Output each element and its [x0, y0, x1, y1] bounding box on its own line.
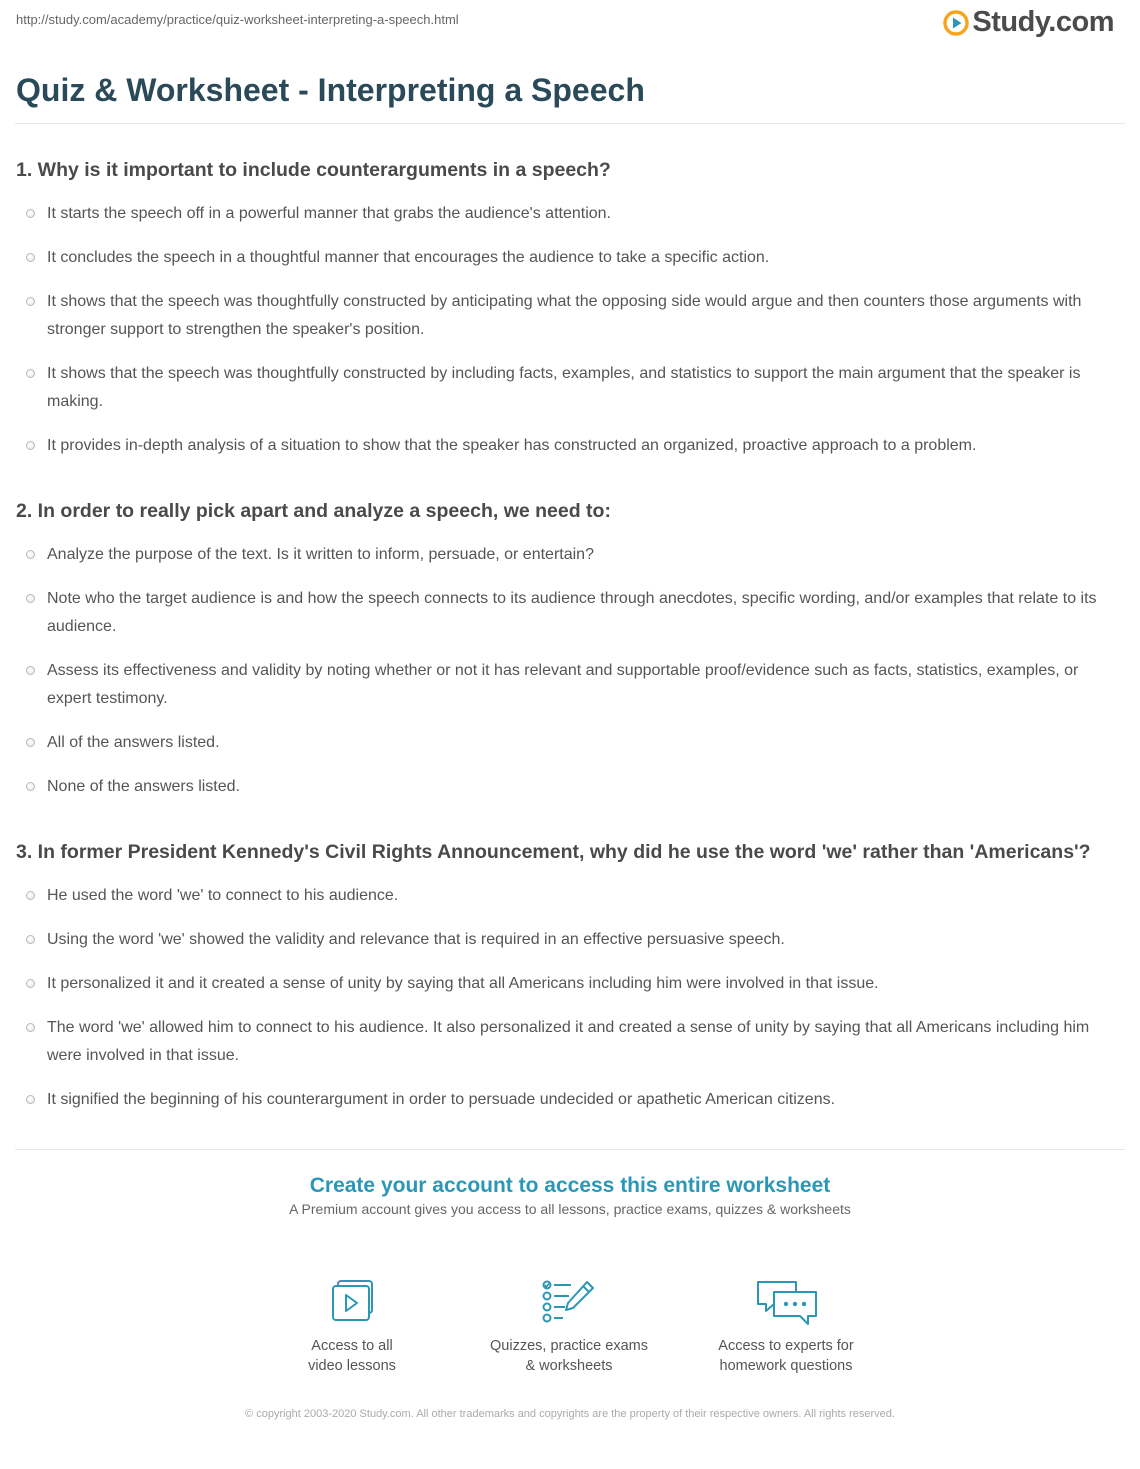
answer-text: None of the answers listed.: [47, 778, 240, 795]
feature-label-line: video lessons: [308, 1358, 396, 1374]
question-2: [16, 497, 1125, 801]
promo-section: [0, 1172, 1140, 1218]
promo-divider: [15, 1149, 1125, 1150]
radio-button-icon[interactable]: [26, 369, 35, 378]
answer-option[interactable]: [16, 432, 1125, 460]
question-3: [16, 838, 1125, 1114]
play-logo-icon: [943, 10, 969, 36]
feature-list: [0, 1278, 1140, 1378]
answer-text: Using the word 'we' showed the validity and relevance that is required in an effective persuasive speech.: [47, 931, 785, 948]
feature-quizzes: [469, 1278, 669, 1376]
answer-option[interactable]: [16, 657, 1125, 713]
feature-experts: [686, 1278, 886, 1376]
page-title: Quiz & Worksheet - Interpreting a Speech: [16, 72, 645, 108]
radio-button-icon[interactable]: [26, 891, 35, 900]
answer-option[interactable]: [16, 1086, 1125, 1114]
answer-option[interactable]: [16, 200, 1125, 228]
answer-text: It provides in-depth analysis of a situation to show that the speaker has constructed an organized, proactive approach to a problem.: [47, 437, 977, 454]
answer-option[interactable]: [16, 773, 1125, 801]
answer-option[interactable]: [16, 585, 1125, 641]
answer-text: Analyze the purpose of the text. Is it written to inform, persuade, or entertain?: [47, 546, 594, 563]
feature-video-lessons: [252, 1278, 452, 1376]
title-divider: [15, 123, 1125, 124]
answer-option[interactable]: [16, 970, 1125, 998]
answer-option[interactable]: [16, 541, 1125, 569]
radio-button-icon[interactable]: [26, 297, 35, 306]
create-account-link[interactable]: Create your account to access this entire worksheet: [309, 1174, 831, 1197]
question-text: 3. In former President Kennedy's Civil Rights Announcement, why did he use the word 'we' rather than 'Americans'?: [16, 841, 1091, 863]
answer-text: It shows that the speech was thoughtfully constructed by anticipating what the opposing side would argue and then counters those arguments with stronger support to strengthen the speaker's position.: [47, 293, 1082, 338]
feature-label: [252, 1336, 452, 1376]
radio-button-icon[interactable]: [26, 782, 35, 791]
chat-bubbles-icon: [754, 1278, 818, 1328]
video-lessons-icon: [320, 1278, 384, 1328]
answer-options: [16, 200, 1125, 460]
copyright-footer: © copyright 2003-2020 Study.com. All other trademarks and copyrights are the property of their respective owners. All rights reserved.: [245, 1408, 895, 1420]
answer-option[interactable]: [16, 360, 1125, 416]
page-url[interactable]: http://study.com/academy/practice/quiz-worksheet-interpreting-a-speech.html: [16, 12, 459, 27]
answer-text: It starts the speech off in a powerful manner that grabs the audience's attention.: [47, 205, 611, 222]
radio-button-icon[interactable]: [26, 935, 35, 944]
radio-button-icon[interactable]: [26, 666, 35, 675]
radio-button-icon[interactable]: [26, 209, 35, 218]
answer-text: It shows that the speech was thoughtfully constructed by including facts, examples, and statistics to support the main argument that the speaker is making.: [47, 365, 1081, 410]
answer-text: Note who the target audience is and how the speech connects to its audience through anecdotes, specific wording, and/or examples that relate to its audience.: [47, 590, 1097, 635]
feature-label: [469, 1336, 669, 1376]
quiz-checklist-icon: [537, 1278, 601, 1328]
answer-option[interactable]: [16, 729, 1125, 757]
answer-options: [16, 541, 1125, 801]
answer-text: All of the answers listed.: [47, 734, 220, 751]
radio-button-icon[interactable]: [26, 550, 35, 559]
answer-option[interactable]: [16, 1014, 1125, 1070]
answer-text: The word 'we' allowed him to connect to his audience. It also personalized it and created a sense of unity by saying that all Americans including him were involved in that issue.: [47, 1019, 1090, 1064]
logo-text: Study.com: [972, 6, 1114, 38]
promo-subtitle: A Premium account gives you access to all lessons, practice exams, quizzes & worksheets: [289, 1201, 851, 1217]
radio-button-icon[interactable]: [26, 594, 35, 603]
feature-label-line: Access to experts for: [718, 1338, 854, 1354]
answer-option[interactable]: [16, 882, 1125, 910]
answer-text: Assess its effectiveness and validity by noting whether or not it has relevant and supportable proof/evidence such as facts, statistics, examples, or expert testimony.: [47, 662, 1079, 707]
answer-text: It signified the beginning of his counterargument in order to persuade undecided or apathetic American citizens.: [47, 1091, 836, 1108]
question-text: 1. Why is it important to include counterarguments in a speech?: [16, 159, 611, 181]
feature-label-line: Access to all: [311, 1338, 393, 1354]
question-text: 2. In order to really pick apart and analyze a speech, we need to:: [16, 500, 611, 522]
answer-text: It personalized it and it created a sense of unity by saying that all Americans including him were involved in that issue.: [47, 975, 879, 992]
radio-button-icon[interactable]: [26, 738, 35, 747]
radio-button-icon[interactable]: [26, 979, 35, 988]
answer-options: [16, 882, 1125, 1114]
answer-option[interactable]: [16, 926, 1125, 954]
answer-option[interactable]: [16, 244, 1125, 272]
feature-label-line: & worksheets: [525, 1358, 613, 1374]
answer-option[interactable]: [16, 288, 1125, 344]
radio-button-icon[interactable]: [26, 1095, 35, 1104]
radio-button-icon[interactable]: [26, 253, 35, 262]
top-bar: [0, 0, 1140, 52]
feature-label-line: homework questions: [719, 1358, 853, 1374]
feature-label: [686, 1336, 886, 1376]
answer-text: He used the word 'we' to connect to his audience.: [47, 887, 399, 904]
study-logo[interactable]: [943, 6, 1114, 39]
radio-button-icon[interactable]: [26, 441, 35, 450]
radio-button-icon[interactable]: [26, 1023, 35, 1032]
question-1: [16, 156, 1125, 460]
feature-label-line: Quizzes, practice exams: [490, 1338, 648, 1354]
answer-text: It concludes the speech in a thoughtful manner that encourages the audience to take a specific action.: [47, 249, 770, 266]
